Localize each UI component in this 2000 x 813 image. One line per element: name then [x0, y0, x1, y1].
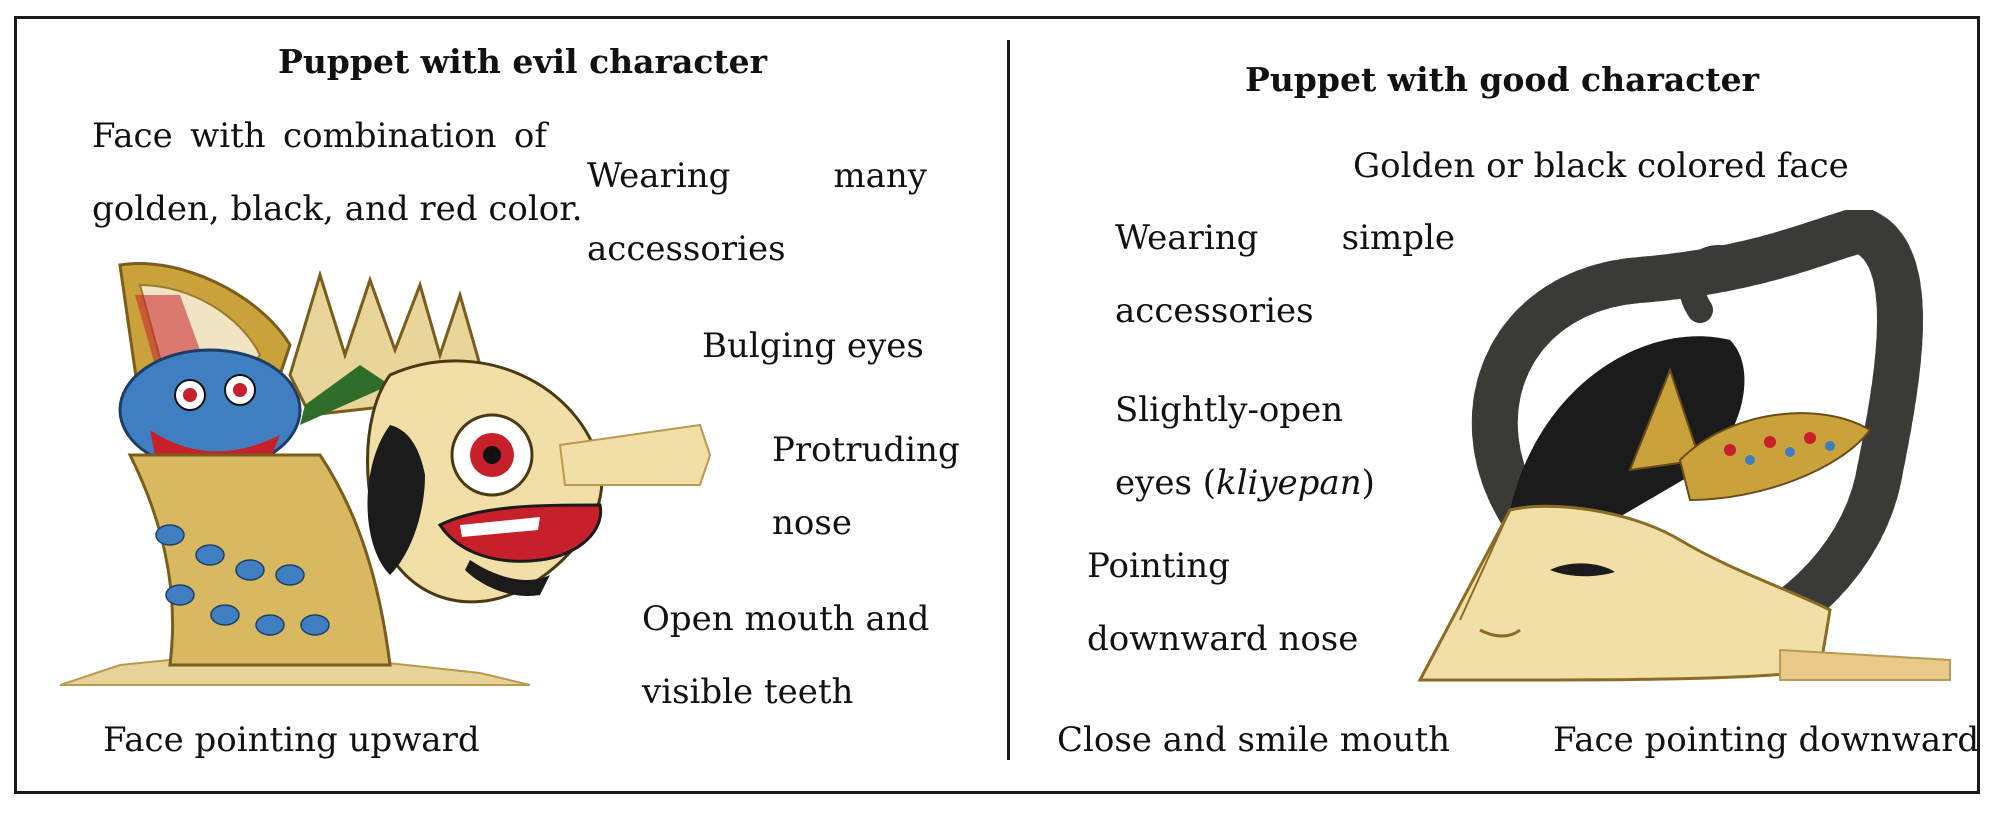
evil-puppet-illustration: [60, 255, 740, 695]
good-mouth-label: Close and smile mouth: [1057, 720, 1451, 760]
evil-accessories-line1: [587, 140, 927, 213]
good-accessories-line2: accessories: [1115, 291, 1314, 331]
word: Wearing: [587, 156, 731, 196]
evil-panel-title: Puppet with evil character: [278, 42, 768, 81]
word: Face: [92, 116, 173, 156]
evil-face-direction-label: Face pointing upward: [103, 720, 480, 760]
evil-face-color-line1: [92, 100, 547, 173]
panel-divider: [1007, 40, 1010, 760]
evil-nose-line2: nose: [772, 503, 852, 543]
good-nose-line2: downward nose: [1087, 619, 1359, 659]
evil-nose-line1: Protruding: [772, 430, 960, 470]
good-puppet-illustration: [1400, 210, 1960, 690]
word: with: [190, 116, 266, 156]
good-eyes-line1: Slightly-open: [1115, 390, 1344, 430]
eyes-suffix: ): [1361, 463, 1375, 503]
word: simple: [1341, 218, 1455, 258]
word: Wearing: [1115, 218, 1259, 258]
evil-mouth-line2: visible teeth: [642, 672, 854, 712]
word: many: [833, 156, 927, 196]
word: combination: [283, 116, 497, 156]
evil-accessories-line2: accessories: [587, 229, 786, 269]
good-nose-line1: Pointing: [1087, 546, 1230, 586]
evil-eyes-label: Bulging eyes: [702, 326, 924, 366]
good-panel-title: Puppet with good character: [1245, 60, 1759, 99]
evil-face-color-line2: golden, black, and red color.: [92, 189, 583, 229]
good-face-direction-label: Face pointing downward: [1553, 720, 1980, 760]
good-eyes-line2: [1115, 447, 1375, 520]
eyes-term-kliyepan: kliyepan: [1215, 463, 1362, 503]
evil-mouth-line1: Open mouth and: [642, 599, 930, 639]
eyes-prefix: eyes (: [1115, 463, 1216, 503]
word: of: [513, 116, 547, 156]
good-face-color-label: Golden or black colored face: [1353, 146, 1849, 186]
